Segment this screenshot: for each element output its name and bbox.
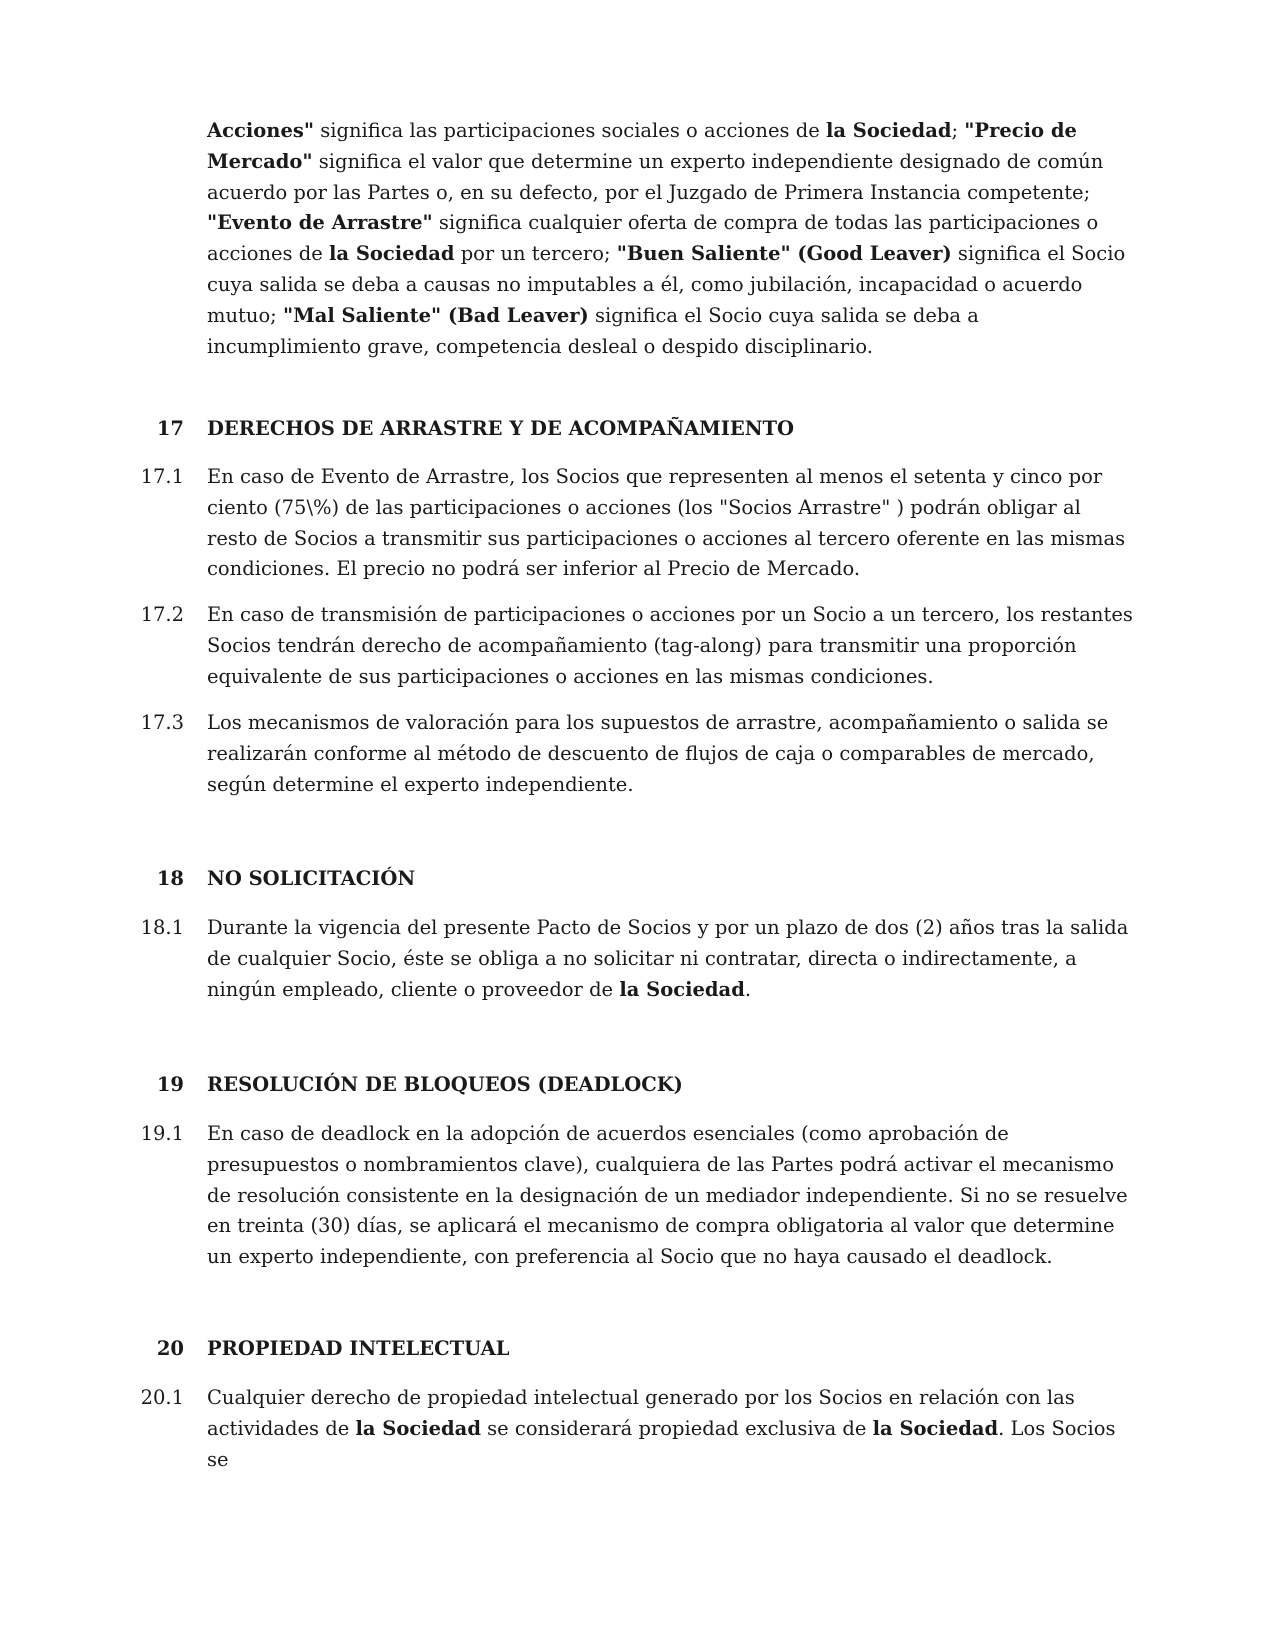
text-run: significa las participaciones sociales o acciones de: [314, 119, 826, 142]
text-run: significa cualquier oferta de compra de todas las participaciones o acciones de: [207, 211, 1099, 266]
text-run: por un tercero;: [454, 242, 617, 266]
clause-number: 17.1: [140, 465, 184, 488]
text-run: significa el Socio cuya salida se deba a incumplimiento grave, competencia desleal o despido disciplinario.: [207, 303, 979, 358]
definitions-paragraph: [207, 116, 1137, 362]
text-run: .: [744, 977, 752, 1001]
section-number: 20: [156, 1337, 184, 1360]
clause-number: 17.3: [140, 711, 184, 734]
clause-text: [207, 1383, 1137, 1475]
clause-number: 20.1: [140, 1386, 184, 1409]
clause-text: [207, 462, 1137, 585]
text-run: significa el valor que determine un experto independiente designado de común acuerdo por las Partes o, en su defecto, por el Juzgado de Primera Instancia competente;: [207, 149, 1104, 204]
clause-text: [207, 1119, 1137, 1273]
clause-number: 18.1: [140, 916, 184, 939]
clause-text: [207, 913, 1137, 1005]
bold-text-run: la Sociedad: [872, 1416, 999, 1440]
text-run: En caso de deadlock en la adopción de acuerdos esenciales (como aprobación de presupuestos o nombramientos clave), cualquiera de las Partes podrá activar el mecanismo de resolución consistente en la designación de un mediador independiente. Si no se resuelve en treinta (30) días, se aplicará el mecanismo de compra obligatoria al valor que determine un experto independiente, con preferencia al Socio que no haya causado el deadlock.: [207, 1122, 1128, 1269]
bold-text-run: la Sociedad: [328, 242, 455, 266]
text-run: se considerará propiedad exclusiva de: [480, 1416, 873, 1440]
text-run: . Los Socios se: [207, 1416, 1116, 1471]
text-run: En caso de Evento de Arrastre, los Socios que representen al menos el setenta y cinco por ciento (75\%) de las participaciones o acciones (los "Socios Arrastre" ) podrán obligar al resto de Socios a transmitir sus participaciones o acciones al tercero oferente en las mismas condiciones. El precio no podrá ser inferior al Precio de Mercado.: [207, 465, 1126, 581]
bold-text-run: "Precio de Mercado": [207, 119, 1077, 173]
text-run: Durante la vigencia del presente Pacto de Socios y por un plazo de dos (2) años tras la salida de cualquier Socio, éste se obliga a no solicitar ni contratar, directa o indirectamente, a ningún empleado, cliente o proveedor de: [207, 916, 1129, 1001]
clause-number: 17.2: [140, 603, 184, 626]
section-title: DERECHOS DE ARRASTRE Y DE ACOMPAÑAMIENTO: [207, 417, 795, 440]
section-number: 19: [156, 1073, 184, 1096]
bold-text-run: "Mal Saliente" (Bad Leaver): [282, 303, 589, 327]
bold-text-run: la Sociedad: [825, 119, 952, 142]
text-run: En caso de transmisión de participaciones o acciones por un Socio a un tercero, los restantes Socios tendrán derecho de acompañamiento (tag-along) para transmitir una proporción equivalente de sus participaciones o acciones en las mismas condiciones.: [207, 603, 1133, 688]
bold-text-run: Acciones": [207, 119, 315, 142]
bold-text-run: "Evento de Arrastre": [207, 211, 433, 235]
section-title: NO SOLICITACIÓN: [207, 867, 416, 890]
text-run: Cualquier derecho de propiedad intelectual generado por los Socios en relación con las actividades de: [207, 1386, 1075, 1440]
clause-text: [207, 708, 1137, 800]
section-number: 17: [156, 417, 184, 440]
text-run: significa el Socio cuya salida se deba a causas no imputables a él, como jubilación, incapacidad o acuerdo mutuo;: [207, 242, 1126, 327]
text-run: ;: [951, 119, 965, 142]
section-title: RESOLUCIÓN DE BLOQUEOS (DEADLOCK): [207, 1073, 683, 1096]
bold-text-run: la Sociedad: [355, 1416, 481, 1440]
clause-number: 19.1: [140, 1122, 184, 1145]
bold-text-run: la Sociedad: [619, 977, 745, 1001]
bold-text-run: "Buen Saliente" (Good Leaver): [616, 242, 952, 266]
section-number: 18: [156, 867, 184, 890]
text-run: Los mecanismos de valoración para los supuestos de arrastre, acompañamiento o salida se realizarán conforme al método de descuento de flujos de caja o comparables de mercado, según determine el experto independiente.: [207, 711, 1109, 796]
clause-text: [207, 600, 1137, 692]
section-title: PROPIEDAD INTELECTUAL: [207, 1337, 510, 1360]
